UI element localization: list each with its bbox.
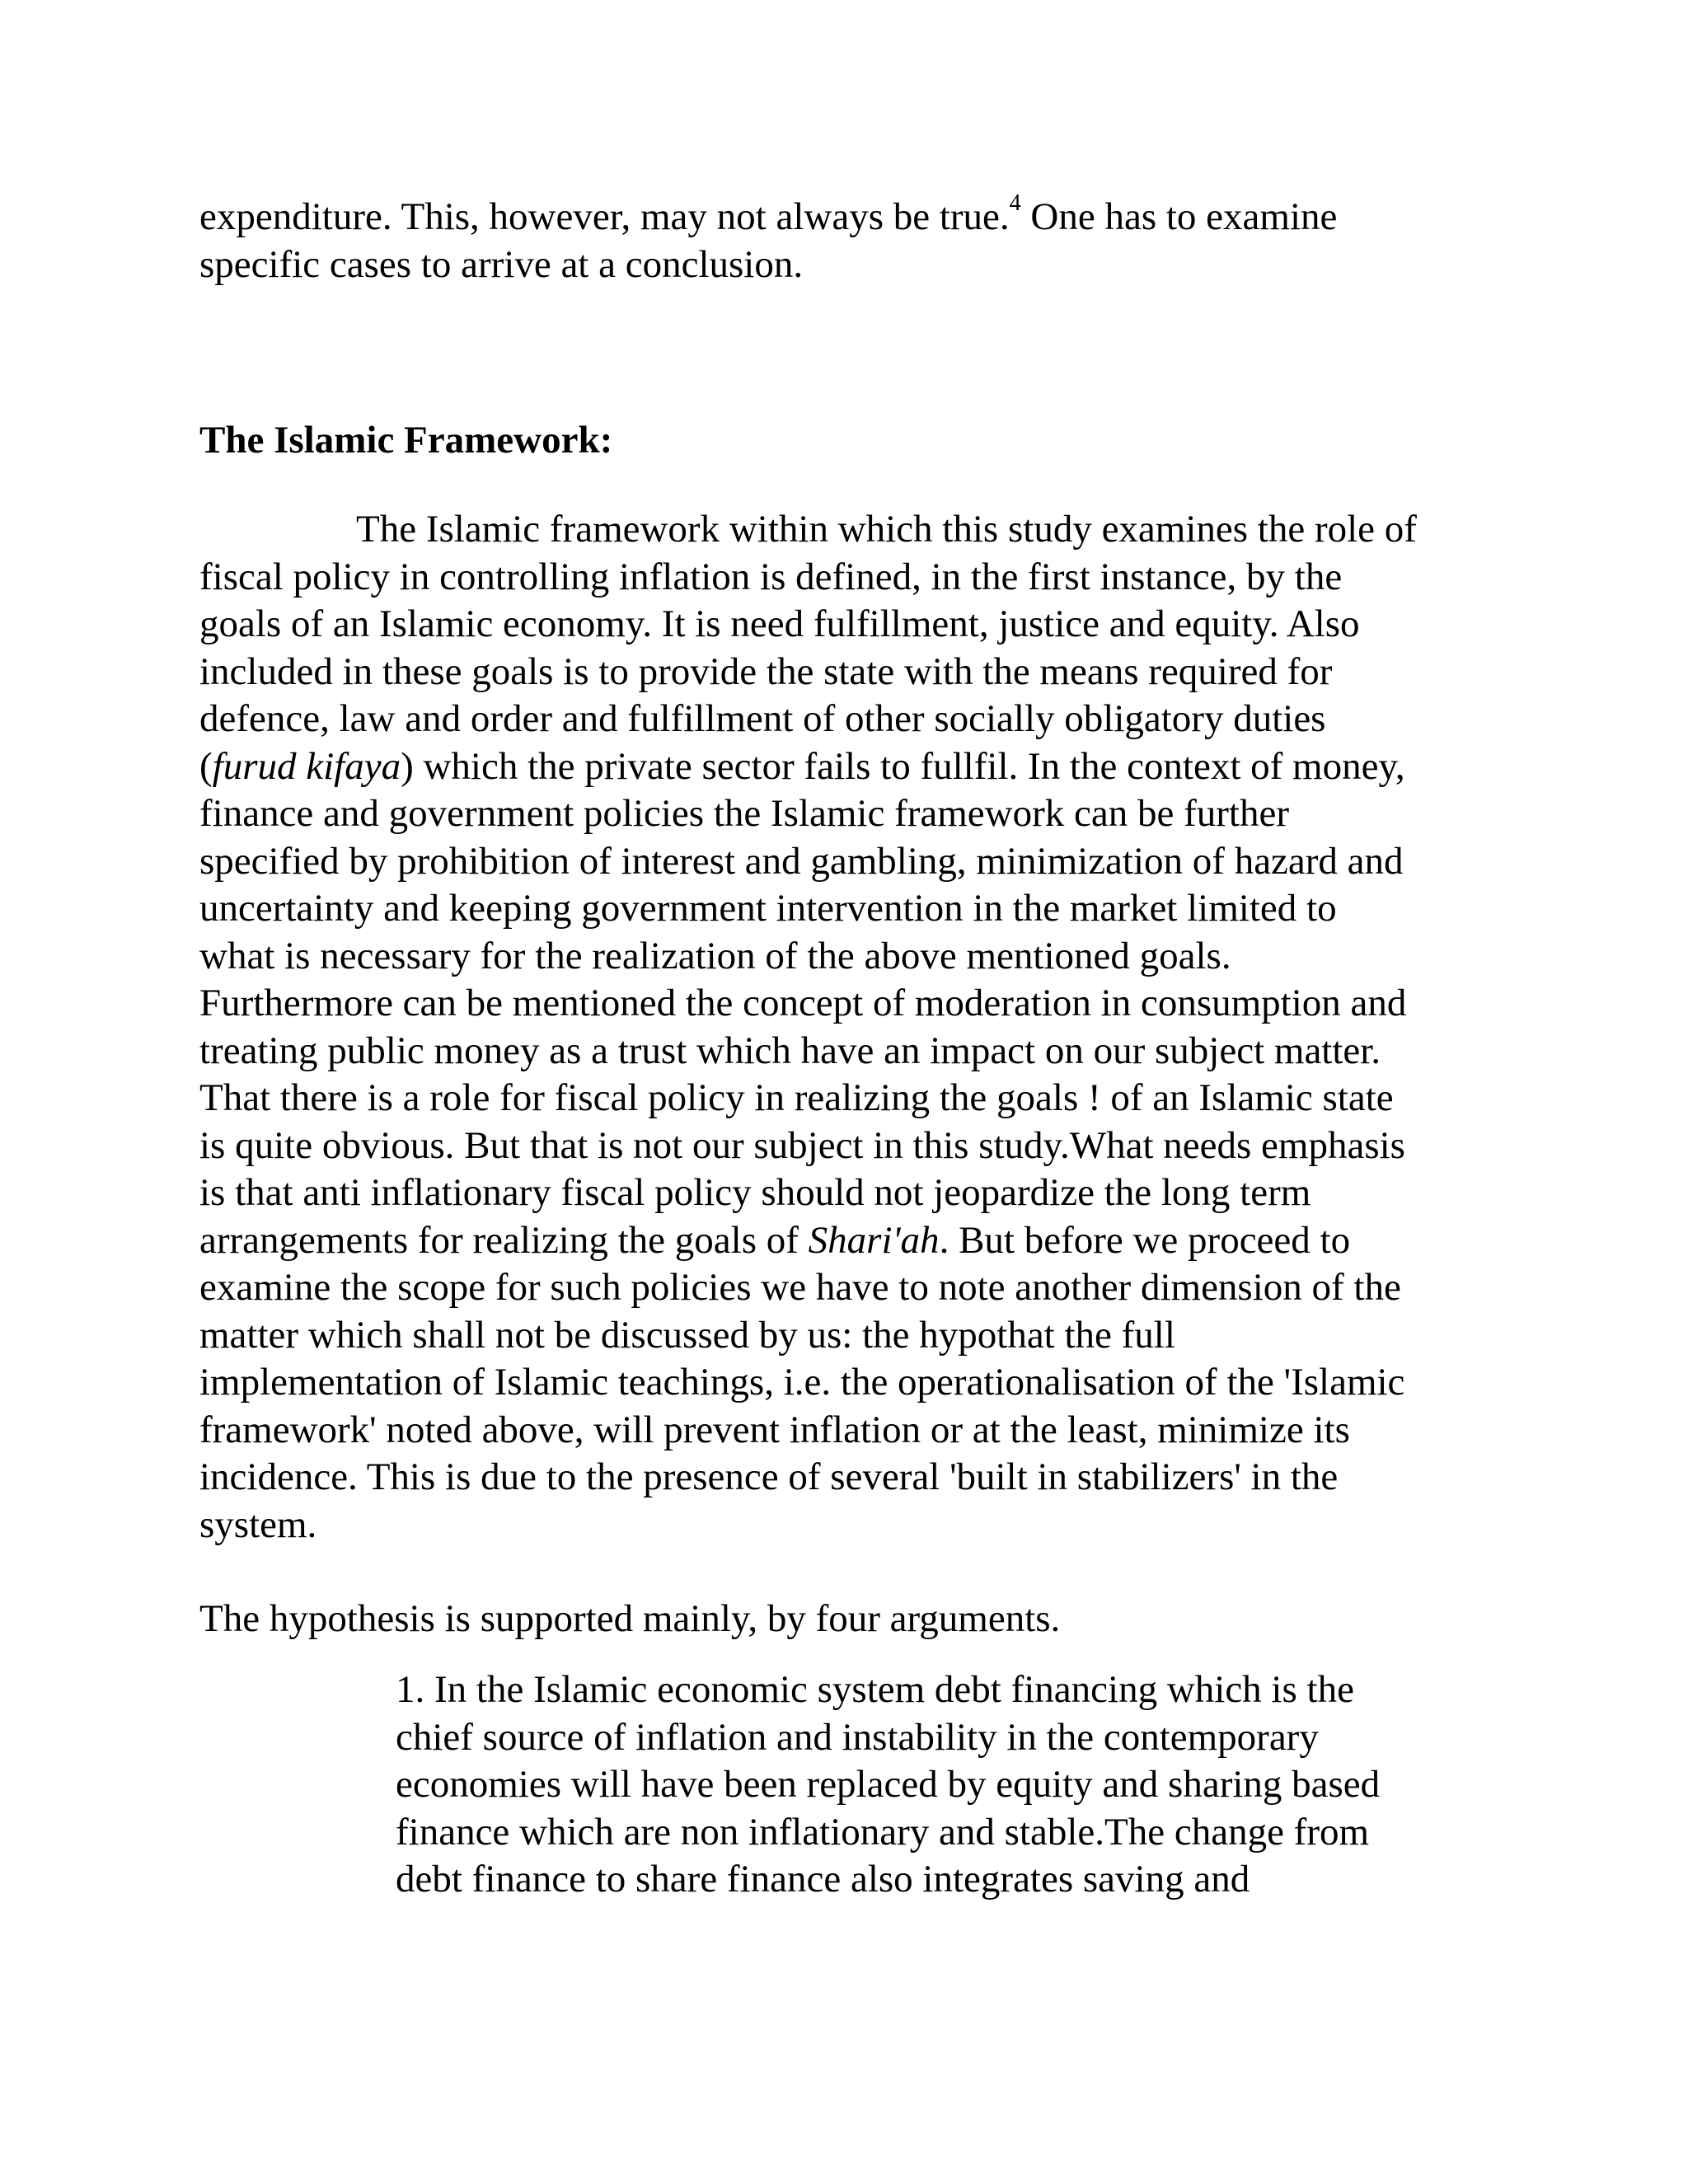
text-line: 1. In the Islamic economic system debt financing which is the [396,1668,1354,1711]
continuation-paragraph [199,190,1518,288]
text-segment: . But before we proceed to [939,1218,1351,1262]
text-line: economies will have been replaced by equity and sharing based [396,1763,1381,1806]
text-line: treating public money as a trust which have an impact on our subject matter. [199,1029,1381,1072]
text-segment: ( [199,744,213,788]
text-line: finance which are non inflationary and stable.The change from [396,1810,1370,1854]
text-line [199,506,1518,554]
text-line: goals of an Islamic economy. It is need fulfillment, justice and equity. Also [199,602,1360,645]
text-line: Furthermore can be mentioned the concept of moderation in consumption and [199,982,1407,1024]
text-line [199,1217,1518,1265]
text-segment: The Islamic framework within which this study examines the role of [356,508,1417,551]
text-line: chief source of inflation and instability in the contemporary [396,1715,1319,1759]
text-line: incidence. This is due to the presence of several 'built in stabilizers' in the [199,1455,1339,1498]
text-line: is that anti inflationary fiscal policy should not jeopardize the long term [199,1171,1311,1214]
text-line: implementation of Islamic teachings, i.e. the operationalisation of the 'Islamic [199,1361,1405,1404]
text-line: system. [199,1502,317,1546]
text-line: is quite obvious. But that is not our subject in this study.What needs emphasis [199,1123,1405,1167]
text-line [199,190,1518,241]
list-item [396,1666,1500,1904]
text-line: finance and government policies the Islamic framework can be further [199,792,1289,835]
intro-sentence: The hypothesis is supported mainly, by four arguments. [199,1597,1061,1640]
text-line: specific cases to arrive at a conclusion. [199,242,804,286]
italic-term: furud kifaya [212,744,401,788]
footnote-reference: 4 [1009,190,1021,217]
text-line: specified by prohibition of interest and gambling, minimization of hazard and [199,839,1404,883]
text-line: defence, law and order and fulfillment of other socially obligatory duties [199,697,1326,740]
text-segment: ) which the private sector fails to fullfil. In the context of money, [401,744,1405,788]
text-line: what is necessary for the realization of the above mentioned goals. [199,934,1231,977]
text-line: fiscal policy in controlling inflation is defined, in the first instance, by the [199,555,1343,598]
text-line: examine the scope for such policies we have to note another dimension of the [199,1266,1401,1309]
text-line: matter which shall not be discussed by us: the hypothat the full [199,1313,1175,1357]
text-line: debt finance to share finance also integrates saving and [396,1858,1250,1900]
text-line: framework' noted above, will prevent inflation or at the least, minimize its [199,1408,1350,1451]
text-line: That there is a role for fiscal policy in realizing the goals ! of an Islamic state [199,1076,1394,1119]
text-line: uncertainty and keeping government intervention in the market limited to [199,887,1337,930]
text-segment: expenditure. This, however, may not always be true. [199,195,1010,238]
text-line: included in these goals is to provide the state with the means required for [199,649,1333,693]
body-paragraph [199,506,1518,1549]
italic-term: Shari'ah [808,1218,940,1262]
text-segment: arrangements for realizing the goals of [199,1218,809,1262]
section-heading: The Islamic Framework: [199,419,613,462]
text-line [199,743,1518,791]
text-segment: One has to examine [1020,195,1338,238]
